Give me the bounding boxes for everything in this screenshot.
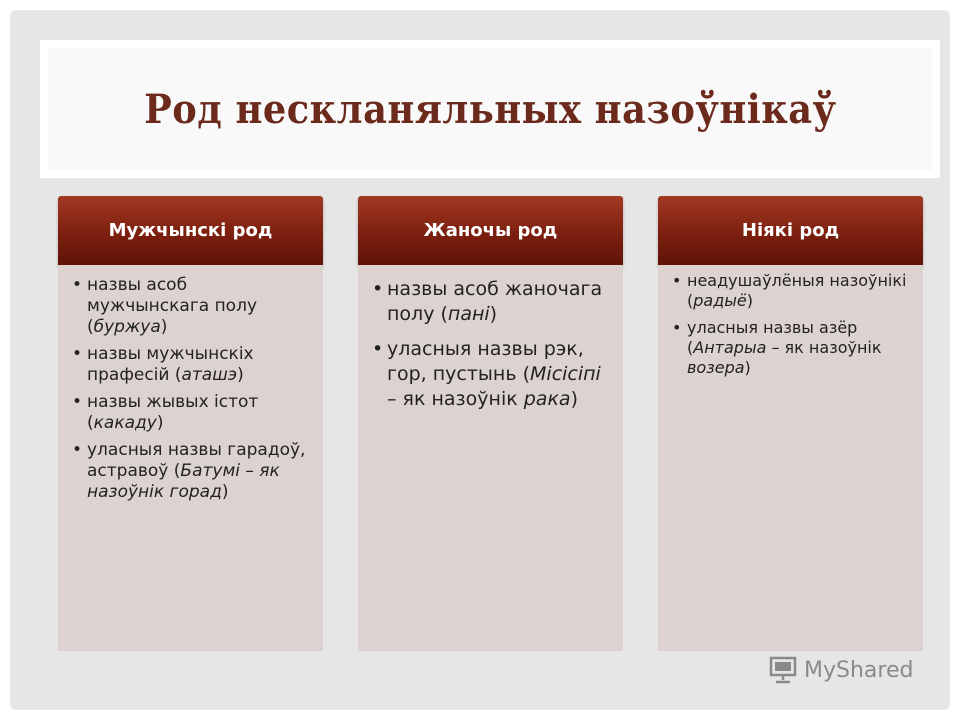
bullet-text: назвы жывых істот ( bbox=[87, 392, 259, 433]
projector-screen-icon bbox=[768, 656, 798, 684]
bullet-item bbox=[370, 337, 609, 412]
italic-example: аташэ bbox=[181, 365, 238, 385]
bullet-item bbox=[70, 440, 309, 503]
column-body bbox=[358, 265, 623, 651]
bullet-text: назвы асоб жаночага полу ( bbox=[387, 278, 603, 325]
column-body bbox=[58, 265, 323, 651]
watermark-text: MyShared bbox=[804, 657, 914, 683]
bullet-item bbox=[70, 275, 309, 338]
bullet-text: уласныя назвы азёр ( bbox=[687, 318, 858, 357]
column-body bbox=[658, 265, 923, 651]
slide bbox=[10, 10, 950, 710]
bullet-text: неадушаўлёныя назоўнікі ( bbox=[687, 271, 907, 310]
title-box bbox=[40, 40, 940, 178]
bullet-text: ) bbox=[237, 365, 244, 385]
column-masculine bbox=[58, 196, 323, 651]
bullet-item bbox=[670, 318, 909, 378]
italic-example: Місісіпі bbox=[530, 363, 601, 385]
italic-example: Антарыа bbox=[693, 338, 767, 357]
bullet-item bbox=[370, 277, 609, 327]
bullet-item bbox=[670, 271, 909, 311]
bullet-text: ) bbox=[744, 358, 751, 377]
italic-example: радыё bbox=[693, 291, 747, 310]
bullet-list bbox=[670, 271, 909, 378]
bullet-text: – як назоўнік bbox=[766, 338, 882, 357]
bullet-text: ) bbox=[489, 303, 498, 325]
column-header: Мужчынскі род bbox=[58, 196, 323, 265]
column-header: Ніякі род bbox=[658, 196, 923, 265]
bullet-text: ) bbox=[156, 413, 164, 433]
bullet-item bbox=[70, 392, 309, 434]
bullet-text: уласныя назвы рэк, гор, пустынь ( bbox=[387, 338, 584, 385]
italic-example: буржуа bbox=[93, 317, 161, 337]
bullet-item bbox=[70, 344, 309, 386]
column-neuter bbox=[658, 196, 923, 651]
column-header: Жаночы род bbox=[358, 196, 623, 265]
italic-example: Батумі – як назоўнік горад bbox=[87, 461, 280, 502]
column-feminine bbox=[358, 196, 623, 651]
slide-title: Род нескланяльных назоўнікаў bbox=[143, 85, 837, 133]
bullet-text: ) bbox=[570, 388, 578, 410]
bullet-text: уласныя назвы гарадоў, астравоў ( bbox=[87, 440, 306, 481]
bullet-text: ) bbox=[746, 291, 753, 310]
bullet-text: – як назоўнік bbox=[387, 388, 524, 410]
bullet-text: ) bbox=[221, 482, 229, 502]
bullet-text: назвы мужчынскіх прафесій ( bbox=[87, 344, 254, 385]
bullet-list bbox=[70, 275, 309, 503]
bullet-text: ) bbox=[160, 317, 168, 337]
bullet-list bbox=[370, 277, 609, 412]
italic-example: возера bbox=[687, 358, 745, 377]
bullet-text: назвы асоб мужчынскага полу ( bbox=[87, 275, 258, 337]
watermark bbox=[768, 656, 913, 684]
italic-example: пані bbox=[447, 303, 490, 325]
italic-example: какаду bbox=[93, 413, 157, 433]
italic-example: рака bbox=[523, 388, 571, 410]
